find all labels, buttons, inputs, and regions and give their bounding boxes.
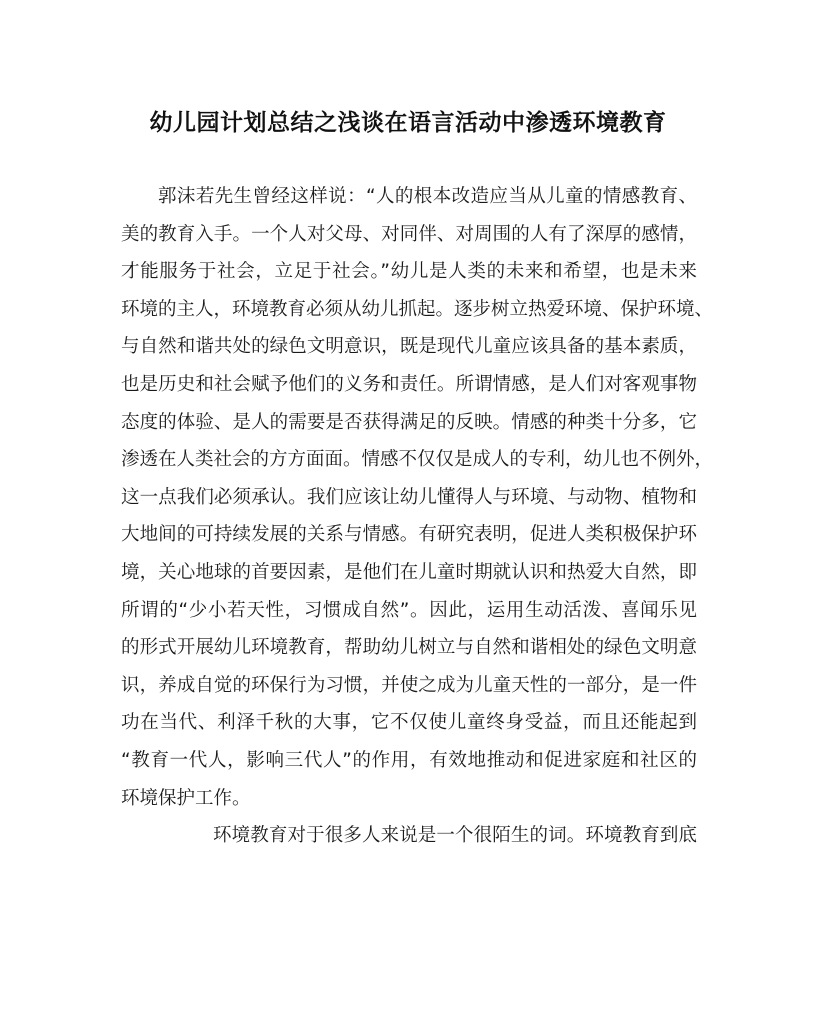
document-title: 幼儿园计划总结之浅谈在语言活动中渗透环境教育: [149, 109, 667, 136]
paragraph-line: “教育一代人，影响三代人”的作用，有效地推动和促进家庭和社区的: [121, 749, 697, 771]
paragraph-line: 境，关心地球的首要因素，是他们在儿童时期就认识和热爱大自然，即: [121, 561, 697, 583]
paragraph-line: 所谓的“少小若天性，习惯成自然”。因此，运用生动活泼、喜闻乐见: [121, 599, 697, 621]
paragraph-line: 才能服务于社会，立足于社会。”幼儿是人类的未来和希望，也是未来: [121, 261, 697, 283]
paragraph-line: 的形式开展幼儿环境教育，帮助幼儿树立与自然和谐相处的绿色文明意: [121, 637, 697, 659]
paragraph-line: 态度的体验、是人的需要是否获得满足的反映。情感的种类十分多，它: [121, 411, 697, 433]
paragraph-line: 环境的主人，环境教育必须从幼儿抓起。逐步树立热爱环境、保护环境、: [121, 298, 714, 320]
paragraph-line: 环境保护工作。: [121, 787, 251, 809]
paragraph-line: 美的教育入手。一个人对父母、对同伴、对周围的人有了深厚的感情，: [121, 223, 697, 245]
paragraph-line: 大地间的可持续发展的关系与情感。有研究表明，促进人类积极保护环: [121, 524, 697, 546]
paragraph-line: 也是历史和社会赋予他们的义务和责任。所谓情感，是人们对客观事物: [121, 373, 697, 395]
paragraph-line: 功在当代、利泽千秋的大事，它不仅使儿童终身受益，而且还能起到: [121, 712, 697, 734]
paragraph-line: 渗透在人类社会的方方面面。情感不仅仅是成人的专利，幼儿也不例外，: [121, 449, 714, 471]
paragraph-line: 环境教育对于很多人来说是一个很陌生的词。环境教育到底: [213, 825, 697, 847]
paragraph-line: 郭沫若先生曾经这样说：“人的根本改造应当从儿童的情感教育、: [158, 186, 697, 207]
document-body: [121, 178, 714, 855]
paragraph-line: 识，养成自觉的环保行为习惯，并使之成为儿童天性的一部分，是一件: [121, 674, 697, 696]
paragraph-line: 与自然和谐共处的绿色文明意识，既是现代儿童应该具备的基本素质，: [121, 336, 697, 358]
paragraph-line: 这一点我们必须承认。我们应该让幼儿懂得人与环境、与动物、植物和: [121, 486, 697, 508]
